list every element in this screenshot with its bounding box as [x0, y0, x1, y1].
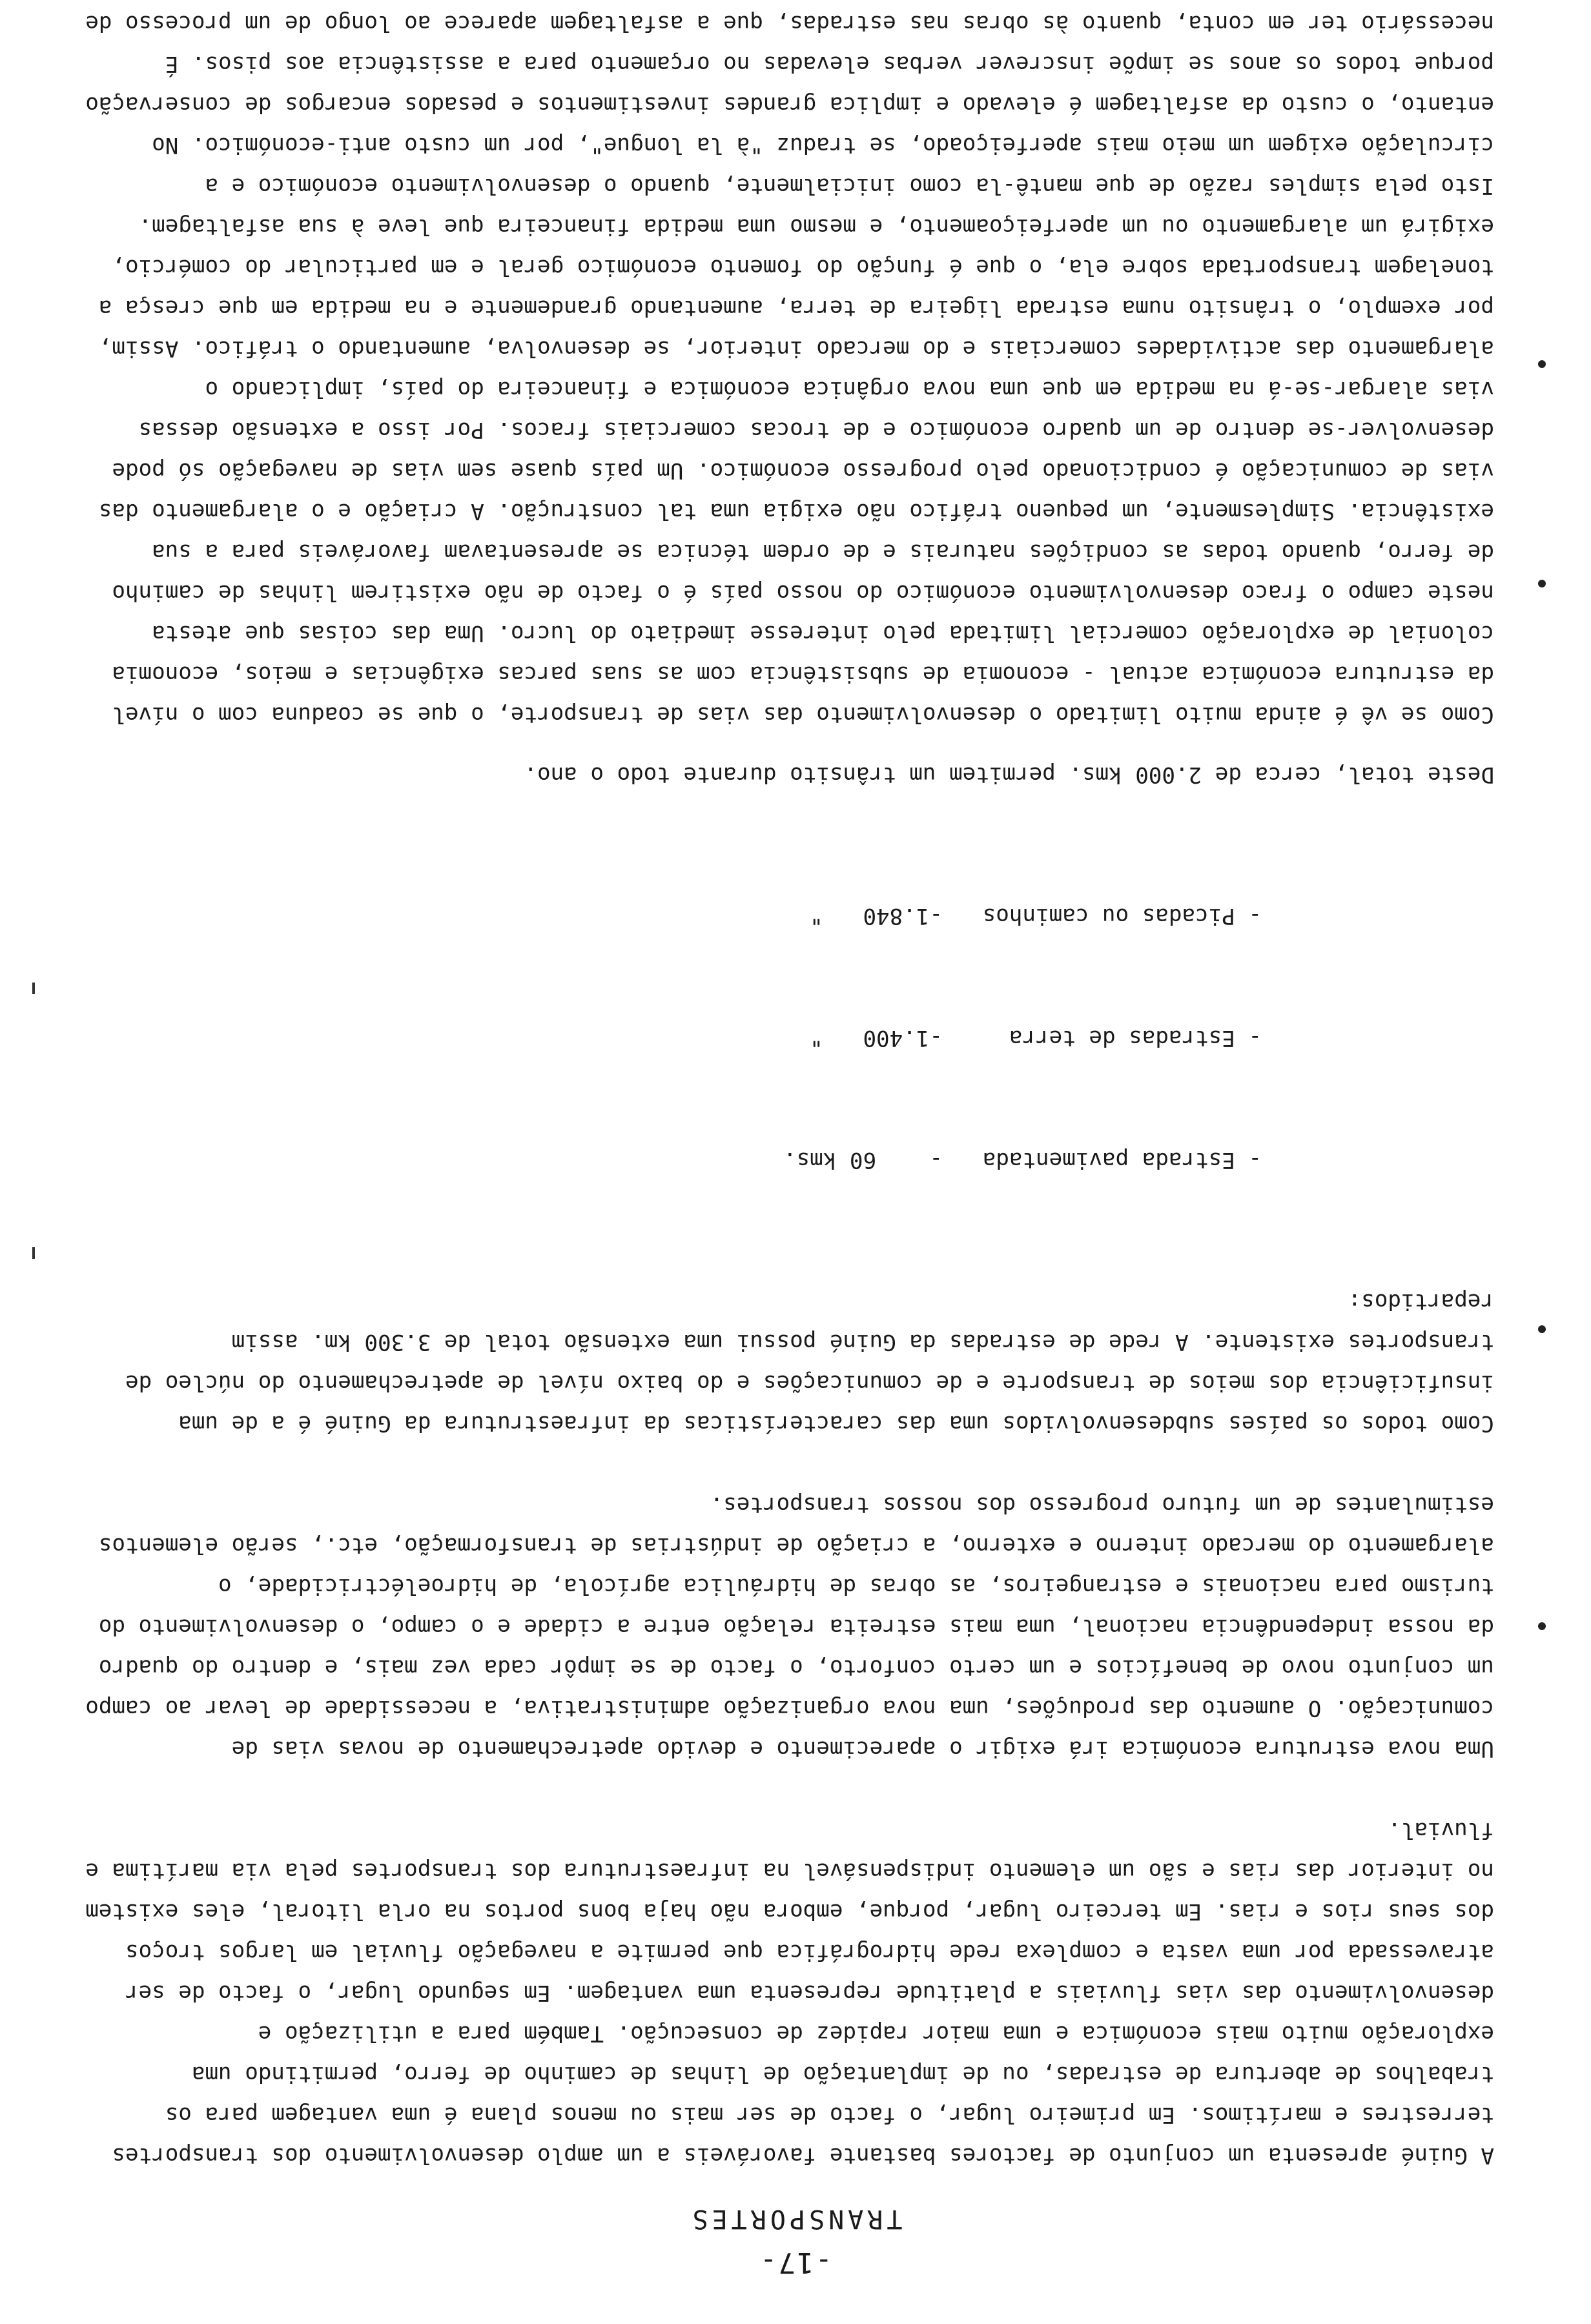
margin-dot — [1538, 1325, 1546, 1333]
margin-dot — [1538, 360, 1546, 368]
margin-dot — [1538, 580, 1546, 587]
page-title: TRANSPORTES — [688, 2204, 903, 2234]
paragraph-intro: A Guiné apresenta um conjunto de factores bastante favoráveis a um amplo desenvolvimento dos transportes terrestres e marítimos. Em primeiro lugar, o facto de ser mais ou menos plana é uma vantagem para os trabalhos de abertura de estradas, ou de implantação de linhas de caminho de ferro, permitindo uma exploração muito mais económica e uma maior rapidez de consecução. Também para a utilização e desenvolvimento das vias fluviais a platitude representa uma vantagem. Em segundo lugar, o facto de ser atravessada por uma vasta e complexa rede hidrográfica que permite a navegação fluvial em largos troços dos seus rios e rias. Em terceiro lugar, porque, embora não haja bons portos na orla litoral, eles existem no interior das rias e são um elemento indispensável na infraestrutura dos transportes pela via marítima e fluvial. — [85, 1817, 1494, 2168]
list-item: - Picadas ou caminhos -1.840 " — [810, 903, 1262, 929]
document-body — [74, 0, 1494, 2176]
paragraph-limited-development: Como se vê é ainda muito limitado o desenvolvimento das vias de transporte, o que se coaduna com o nível da estrutura económica actual - economia de subsistência com as suas parcas exigências e meios, economia colonial de exploração comercial limitada pelo interesse imediato do lucro. Uma das coisas que atesta neste campo o fraco desenvolvimento económico do nosso país é o facto de não existirem linhas de caminho de ferro, quando todas as condições naturais e de ordem técnica se apresentavam favoráveis para a sua existência. Simplesmente, um pequeno tráfico não exigia uma tal construção. A criação e o alargamento das vias de comunicação é condicionado pelo progresso económico. Um país quase sem vias de navegação só pode desenvolver-se dentro de um quadro económico e de trocas comerciais fracos. Por isso a extensão dessas vias alargar-se-á na medida em que uma nova orgânica económica e financeira do país, implicando o alargamento das actividades comerciais e do mercado interior, se desenvolva, aumentando o tráfico. Assim, por exemplo, o trânsito numa estrada ligeira de terra, aumentando grandemente e na medida em que cresça a tonelagem transportada sobre ela, o que é função do fomento económico geral e em particular do comércio, exigirá um alargamento ou um aperfeiçoamento, e mesmo uma medida financeira que leve à sua asfaltagem. Isto pela simples razão de que mantê-la como inicialmente, quando o desenvolvimento económico e a circulação exigem um meio mais aperfeiçoado, se traduz "à la longue", por um custo anti-económico. No entanto, o custo da asfaltagem é elevado e implica grandes investimentos e pesados encargos de conservação porque todos os anos se impõe inscrever verbas elevadas no orçamento para a assistência aos pisos. É necessário ter em conta, quanto às obras nas estradas, que a asfaltagem aparece ao longo de um processo de — [85, 10, 1494, 728]
margin-dot — [1538, 1622, 1546, 1630]
paragraph-road-network: Como todos os países subdesenvolvidos uma das características da infraestrutura da Guiné é a de uma insuficiência dos meios de transporte e de comunicações e do baixo nível de apetrechamento do núcleo de transportes existente. A rede de estradas da Guiné possui uma extensão total de 3.300 km. assim repartidos: — [125, 1289, 1494, 1436]
list-item: - Estradas de terra -1.400 " — [810, 1025, 1262, 1051]
paragraph-total: Deste total, cerca de 2.000 kms. permitem um trânsito durante todo o ano. — [524, 762, 1494, 788]
margin-tick — [32, 983, 35, 994]
margin-tick — [32, 1247, 35, 1259]
road-list — [74, 814, 1494, 1261]
list-item: - Estrada pavimentada - 60 kms. — [783, 1147, 1262, 1173]
paragraph-new-structure: Uma nova estrutura económica irá exigir o aparecimento e devido apetrechamento de novas vias de comunicação. O aumento das produções, uma nova organização administrativa, a necessidade de levar ao campo um conjunto novo de benefícios e um certo conforto, o facto de se impôr cada vez mais, e dentro do quadro da nossa independência nacional, uma mais estreita relação entre a cidade e o campo, o desenvolvimento do turismo para nacionais e estrangeiros, as obras de hidráulica agrícola, de hidroeléctricidade, o alargamento do mercado interno e externo, a criação de indústrias de transformação, etc., serão elementos estimulantes de um futuro progresso dos nossos transportes. — [85, 1492, 1494, 1762]
page-number: -17- — [759, 2246, 832, 2279]
